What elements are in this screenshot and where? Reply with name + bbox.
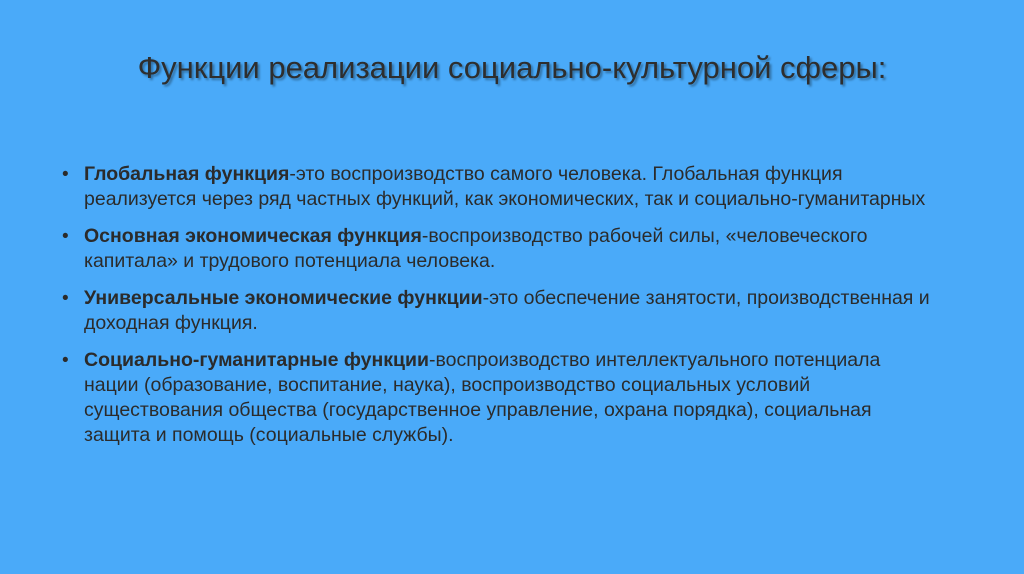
bullet-icon: •	[62, 350, 69, 371]
slide-content	[60, 162, 940, 460]
bullet-item-universal-economic-functions	[60, 286, 940, 336]
bullet-text: -это обеспечение занятости, производственная и доходная функция.	[84, 287, 930, 334]
bullet-item-global-function	[60, 162, 940, 212]
bullet-text: -это воспроизводство самого человека. Глобальная функция реализуется через ряд частных функций, как экономических, так и социально-гуманитарных	[84, 163, 926, 210]
bullet-text: -воспроизводство рабочей силы, «человеческого капитала» и трудового потенциала человека.	[84, 225, 868, 272]
bullet-term: Социально-гуманитарные функции	[84, 349, 430, 371]
bullet-term: Глобальная функция	[84, 163, 290, 185]
bullet-text: -воспроизводство интеллектуального потенциала нации (образование, воспитание, наука), воспроизводство социальных условий существования общества (государственное управление, охрана порядка), социальная защита и помощь (социальные службы).	[84, 349, 881, 446]
bullet-list	[60, 162, 940, 448]
bullet-item-social-humanitarian-functions	[60, 348, 940, 448]
bullet-icon: •	[62, 164, 69, 185]
bullet-term: Универсальные экономические функции	[84, 287, 483, 309]
slide-title: Функции реализации социально-культурной сферы:	[137, 50, 887, 85]
bullet-icon: •	[62, 288, 69, 309]
bullet-term: Основная экономическая функция	[84, 225, 422, 247]
bullet-item-main-economic-function	[60, 224, 940, 274]
bullet-icon: •	[62, 226, 69, 247]
